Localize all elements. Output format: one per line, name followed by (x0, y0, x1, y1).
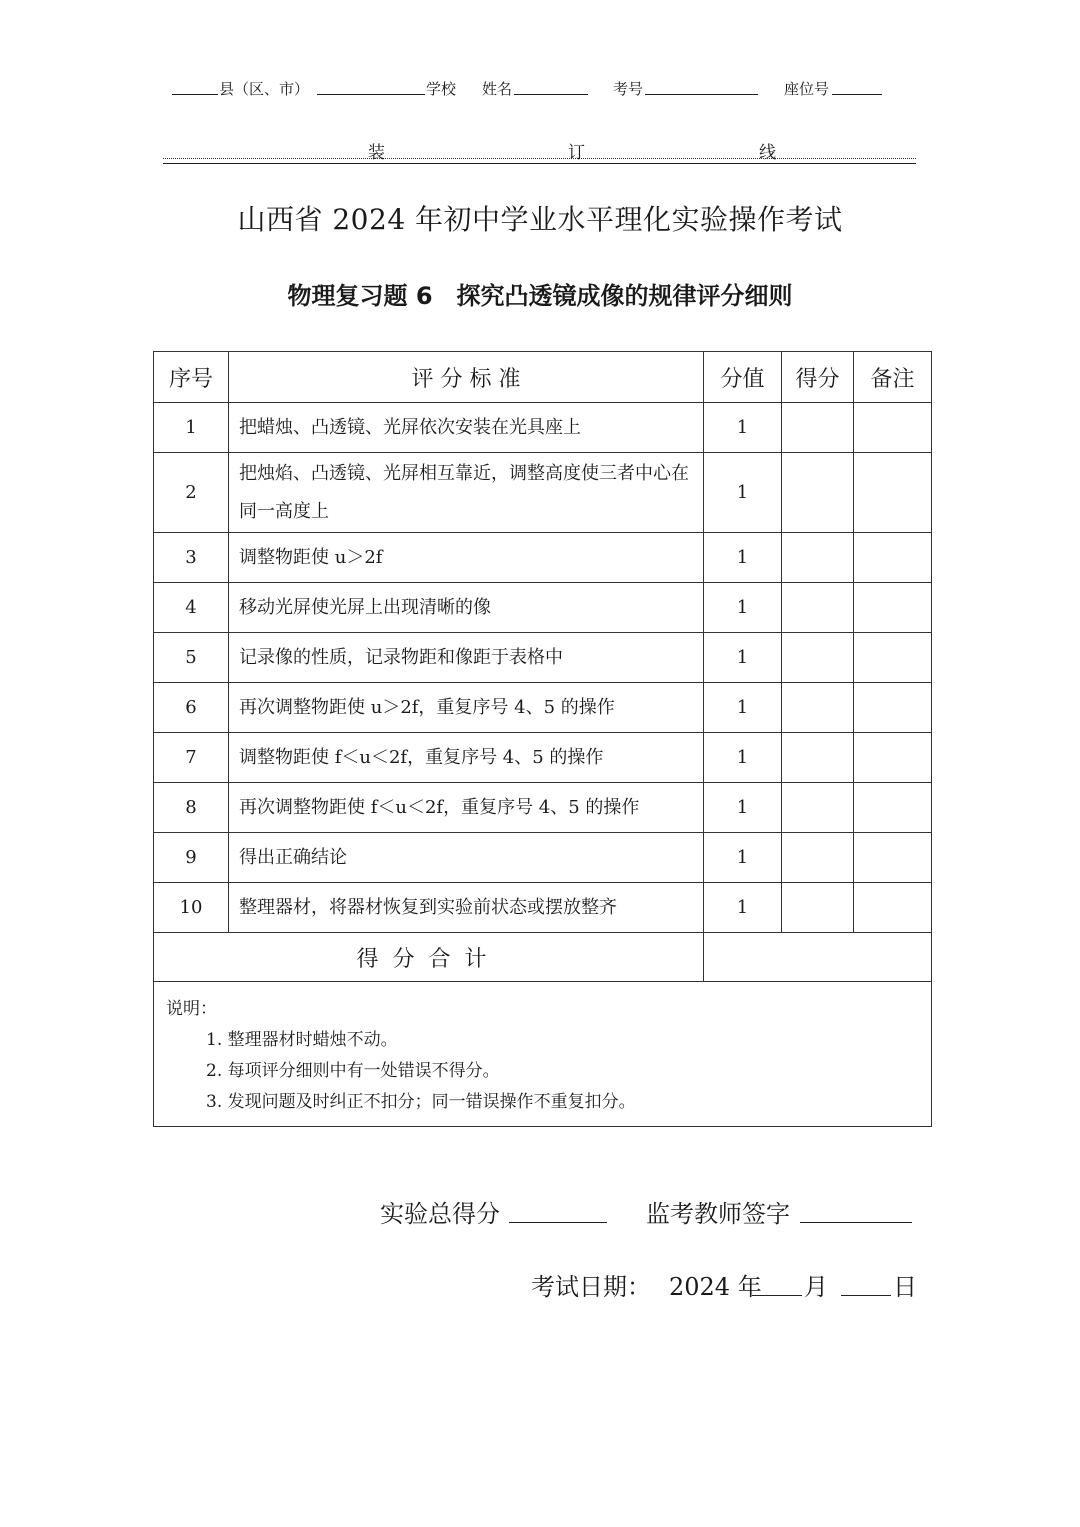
row-standard: 把蜡烛、凸透镜、光屏依次安装在光具座上 (229, 403, 704, 453)
exam-date-label: 考试日期： (531, 1273, 651, 1301)
table-row (154, 783, 932, 833)
total-score-blank[interactable] (509, 1202, 607, 1223)
table-row (154, 733, 932, 783)
header-value: 分值 (704, 352, 782, 403)
binding-line (163, 140, 916, 166)
table-row (154, 453, 932, 533)
row-standard: 再次调整物距使 u＞2f，重复序号 4、5 的操作 (229, 683, 704, 733)
binding-char-2: 订 (568, 143, 585, 163)
row-standard: 移动光屏使光屏上出现清晰的像 (229, 583, 704, 633)
row-score-cell[interactable] (782, 403, 854, 453)
row-value: 1 (704, 733, 782, 783)
row-score-cell[interactable] (782, 533, 854, 583)
row-no: 2 (154, 453, 229, 533)
notes-item: 3. 发现问题及时纠正不扣分；同一错误操作不重复扣分。 (206, 1092, 636, 1112)
notes-item: 1. 整理器材时蜡烛不动。 (206, 1030, 398, 1050)
binding-solid-rule (163, 163, 916, 164)
document-title: 山西省 2024 年初中学业水平理化实验操作考试 (237, 203, 843, 236)
row-no: 3 (154, 533, 229, 583)
row-score-cell[interactable] (782, 633, 854, 683)
row-remark-cell[interactable] (854, 403, 932, 453)
seat-blank[interactable] (832, 74, 882, 95)
row-remark-cell[interactable] (854, 783, 932, 833)
row-standard: 调整物距使 f＜u＜2f，重复序号 4、5 的操作 (229, 733, 704, 783)
binding-dotted-rule (163, 158, 916, 159)
binding-char-1: 装 (368, 143, 385, 163)
binding-char-3: 线 (759, 143, 776, 163)
total-score-label: 实验总得分 (380, 1200, 500, 1228)
table-row (154, 533, 932, 583)
school-blank[interactable] (317, 74, 425, 95)
exam-header-fields (0, 74, 1080, 102)
row-remark-cell[interactable] (854, 583, 932, 633)
scoring-table (153, 351, 932, 1127)
header-standard: 评 分 标 准 (229, 352, 704, 403)
row-value: 1 (704, 883, 782, 933)
row-score-cell[interactable] (782, 453, 854, 533)
table-row (154, 833, 932, 883)
total-row (154, 933, 932, 982)
county-label: 县（区、市） (219, 80, 310, 98)
row-score-cell[interactable] (782, 583, 854, 633)
row-value: 1 (704, 453, 782, 533)
row-value: 1 (704, 533, 782, 583)
exam-no-label: 考号 (613, 80, 644, 98)
notes-cell (154, 982, 932, 1127)
total-score-cell[interactable] (704, 933, 932, 982)
row-no: 7 (154, 733, 229, 783)
total-score-field (380, 1194, 500, 1229)
seat-label: 座位号 (784, 80, 830, 98)
row-remark-cell[interactable] (854, 733, 932, 783)
notes-heading: 说明： (166, 999, 217, 1019)
row-no: 10 (154, 883, 229, 933)
name-blank[interactable] (514, 74, 588, 95)
notes-row (154, 982, 932, 1127)
row-no: 9 (154, 833, 229, 883)
row-no: 8 (154, 783, 229, 833)
row-score-cell[interactable] (782, 683, 854, 733)
row-value: 1 (704, 403, 782, 453)
invigilator-field (646, 1194, 790, 1229)
row-no: 1 (154, 403, 229, 453)
county-blank[interactable] (172, 74, 218, 95)
header-remark: 备注 (854, 352, 932, 403)
table-row (154, 403, 932, 453)
row-score-cell[interactable] (782, 783, 854, 833)
row-score-cell[interactable] (782, 883, 854, 933)
header-no: 序号 (154, 352, 229, 403)
row-value: 1 (704, 583, 782, 633)
table-row (154, 883, 932, 933)
row-value: 1 (704, 833, 782, 883)
header-score: 得分 (782, 352, 854, 403)
row-remark-cell[interactable] (854, 633, 932, 683)
row-no: 6 (154, 683, 229, 733)
row-value: 1 (704, 633, 782, 683)
row-remark-cell[interactable] (854, 683, 932, 733)
row-value: 1 (704, 783, 782, 833)
notes-item: 2. 每项评分细则中有一处错误不得分。 (206, 1061, 500, 1081)
row-no: 5 (154, 633, 229, 683)
row-standard: 整理器材，将器材恢复到实验前状态或摆放整齐 (229, 883, 704, 933)
row-standard: 得出正确结论 (229, 833, 704, 883)
exam-date-month: 月 (804, 1273, 828, 1301)
row-standard: 调整物距使 u＞2f (229, 533, 704, 583)
exam-date-day: 日 (893, 1273, 917, 1301)
month-blank[interactable] (752, 1275, 802, 1296)
exam-date-year: 2024 年 (669, 1273, 762, 1301)
row-remark-cell[interactable] (854, 833, 932, 883)
row-standard: 记录像的性质，记录物距和像距于表格中 (229, 633, 704, 683)
row-standard: 把烛焰、凸透镜、光屏相互靠近，调整高度使三者中心在同一高度上 (229, 453, 704, 533)
table-row (154, 583, 932, 633)
row-remark-cell[interactable] (854, 533, 932, 583)
row-score-cell[interactable] (782, 833, 854, 883)
row-remark-cell[interactable] (854, 883, 932, 933)
row-score-cell[interactable] (782, 733, 854, 783)
row-value: 1 (704, 683, 782, 733)
row-no: 4 (154, 583, 229, 633)
document-subtitle: 物理复习题 6 探究凸透镜成像的规律评分细则 (287, 282, 793, 310)
invigilator-signature-blank[interactable] (800, 1202, 912, 1223)
exam-no-blank[interactable] (645, 74, 758, 95)
invigilator-label: 监考教师签字 (646, 1200, 790, 1228)
row-remark-cell[interactable] (854, 453, 932, 533)
row-standard: 再次调整物距使 f＜u＜2f，重复序号 4、5 的操作 (229, 783, 704, 833)
table-row (154, 633, 932, 683)
name-label: 姓名 (482, 80, 513, 98)
day-blank[interactable] (841, 1275, 891, 1296)
table-row (154, 683, 932, 733)
school-label: 学校 (426, 80, 457, 98)
total-label: 得分合计 (154, 933, 704, 982)
